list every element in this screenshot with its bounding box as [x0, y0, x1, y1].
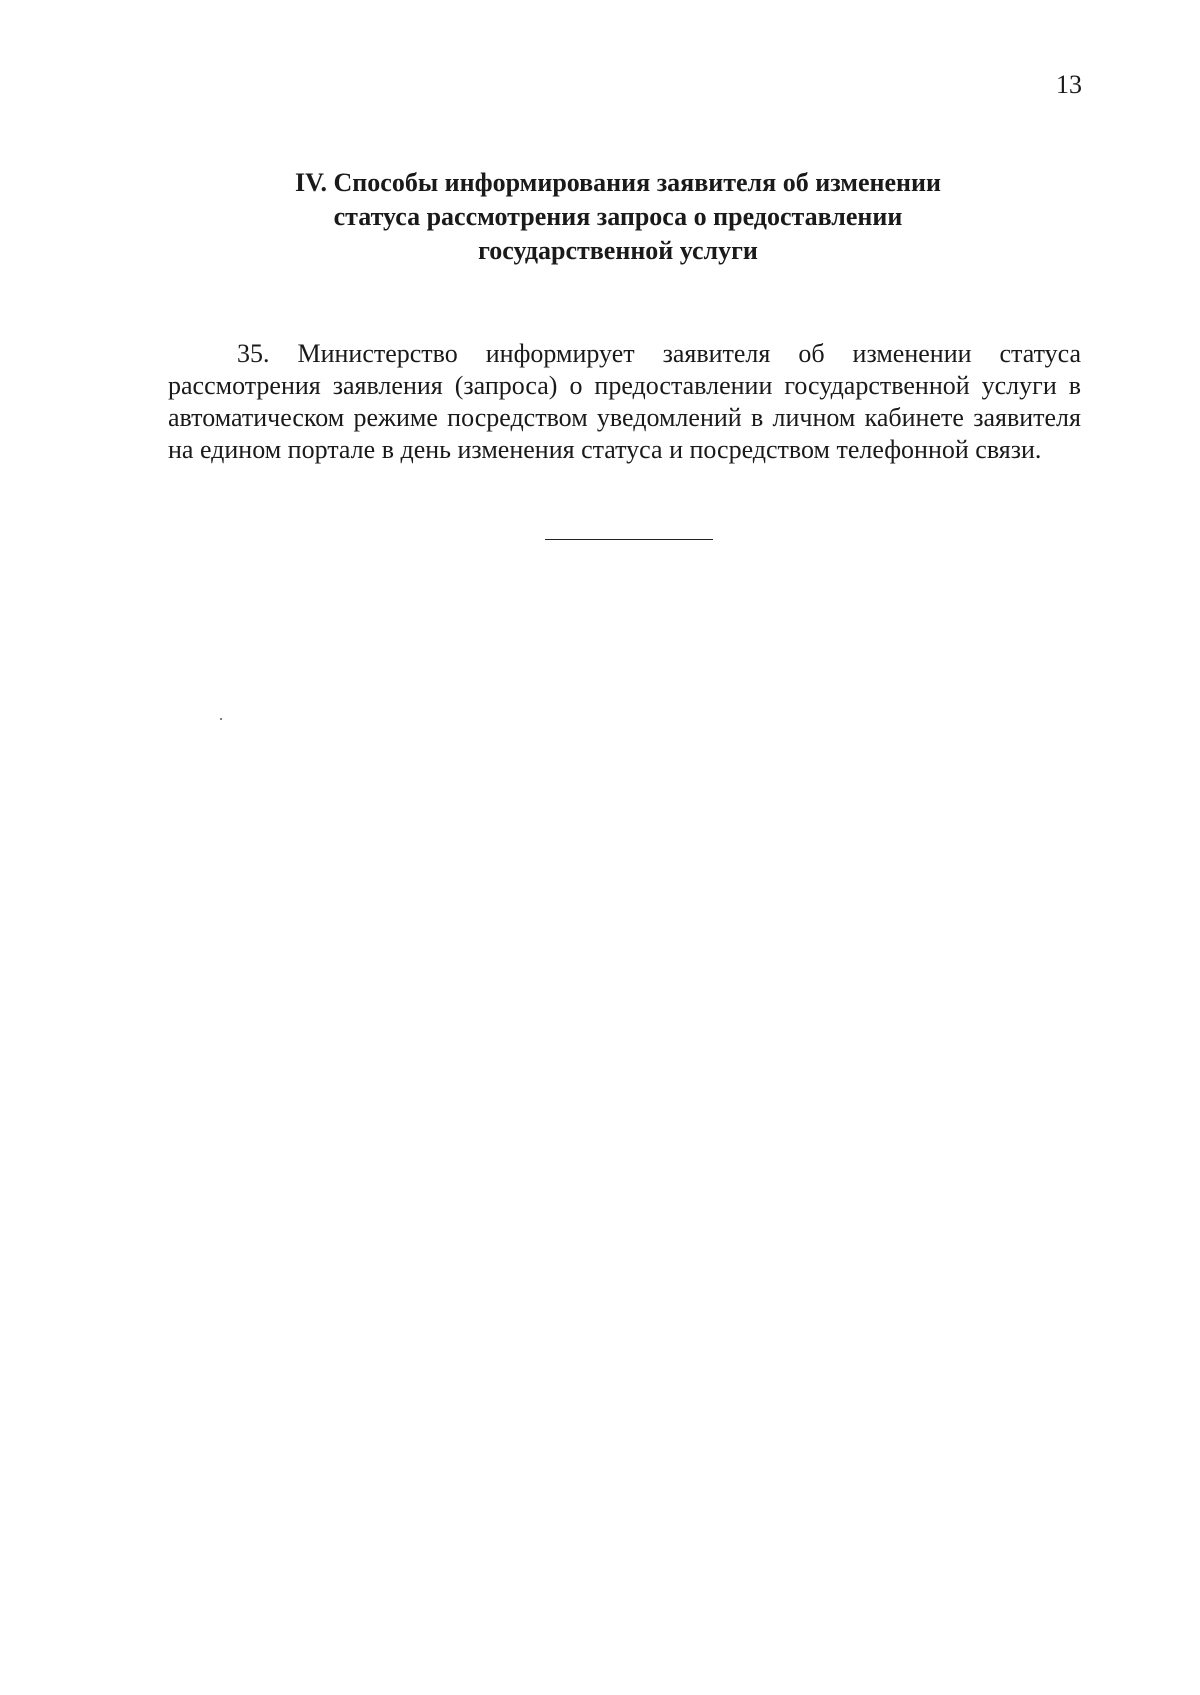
paragraph-35: 35. Министерство информирует заявителя об изменении статуса рассмотрения заявления (запроса) о предоставлении государственной услуги в автоматическом режиме посредством уведомлений в личном кабинете заявителя на едином портале в день изменения статуса и посредством телефонной связи.: [168, 339, 1081, 464]
page-number: 13: [1056, 70, 1082, 99]
end-of-document-rule: [545, 539, 713, 540]
section-heading-line-1: IV. Способы информирования заявителя об изменении: [294, 168, 941, 197]
section-heading-line-2: статуса рассмотрения запроса о предоставлении: [333, 202, 903, 231]
section-heading-line-3: государственной услуги: [478, 236, 758, 265]
scan-speck: [220, 718, 222, 720]
section-heading: [168, 166, 1068, 268]
